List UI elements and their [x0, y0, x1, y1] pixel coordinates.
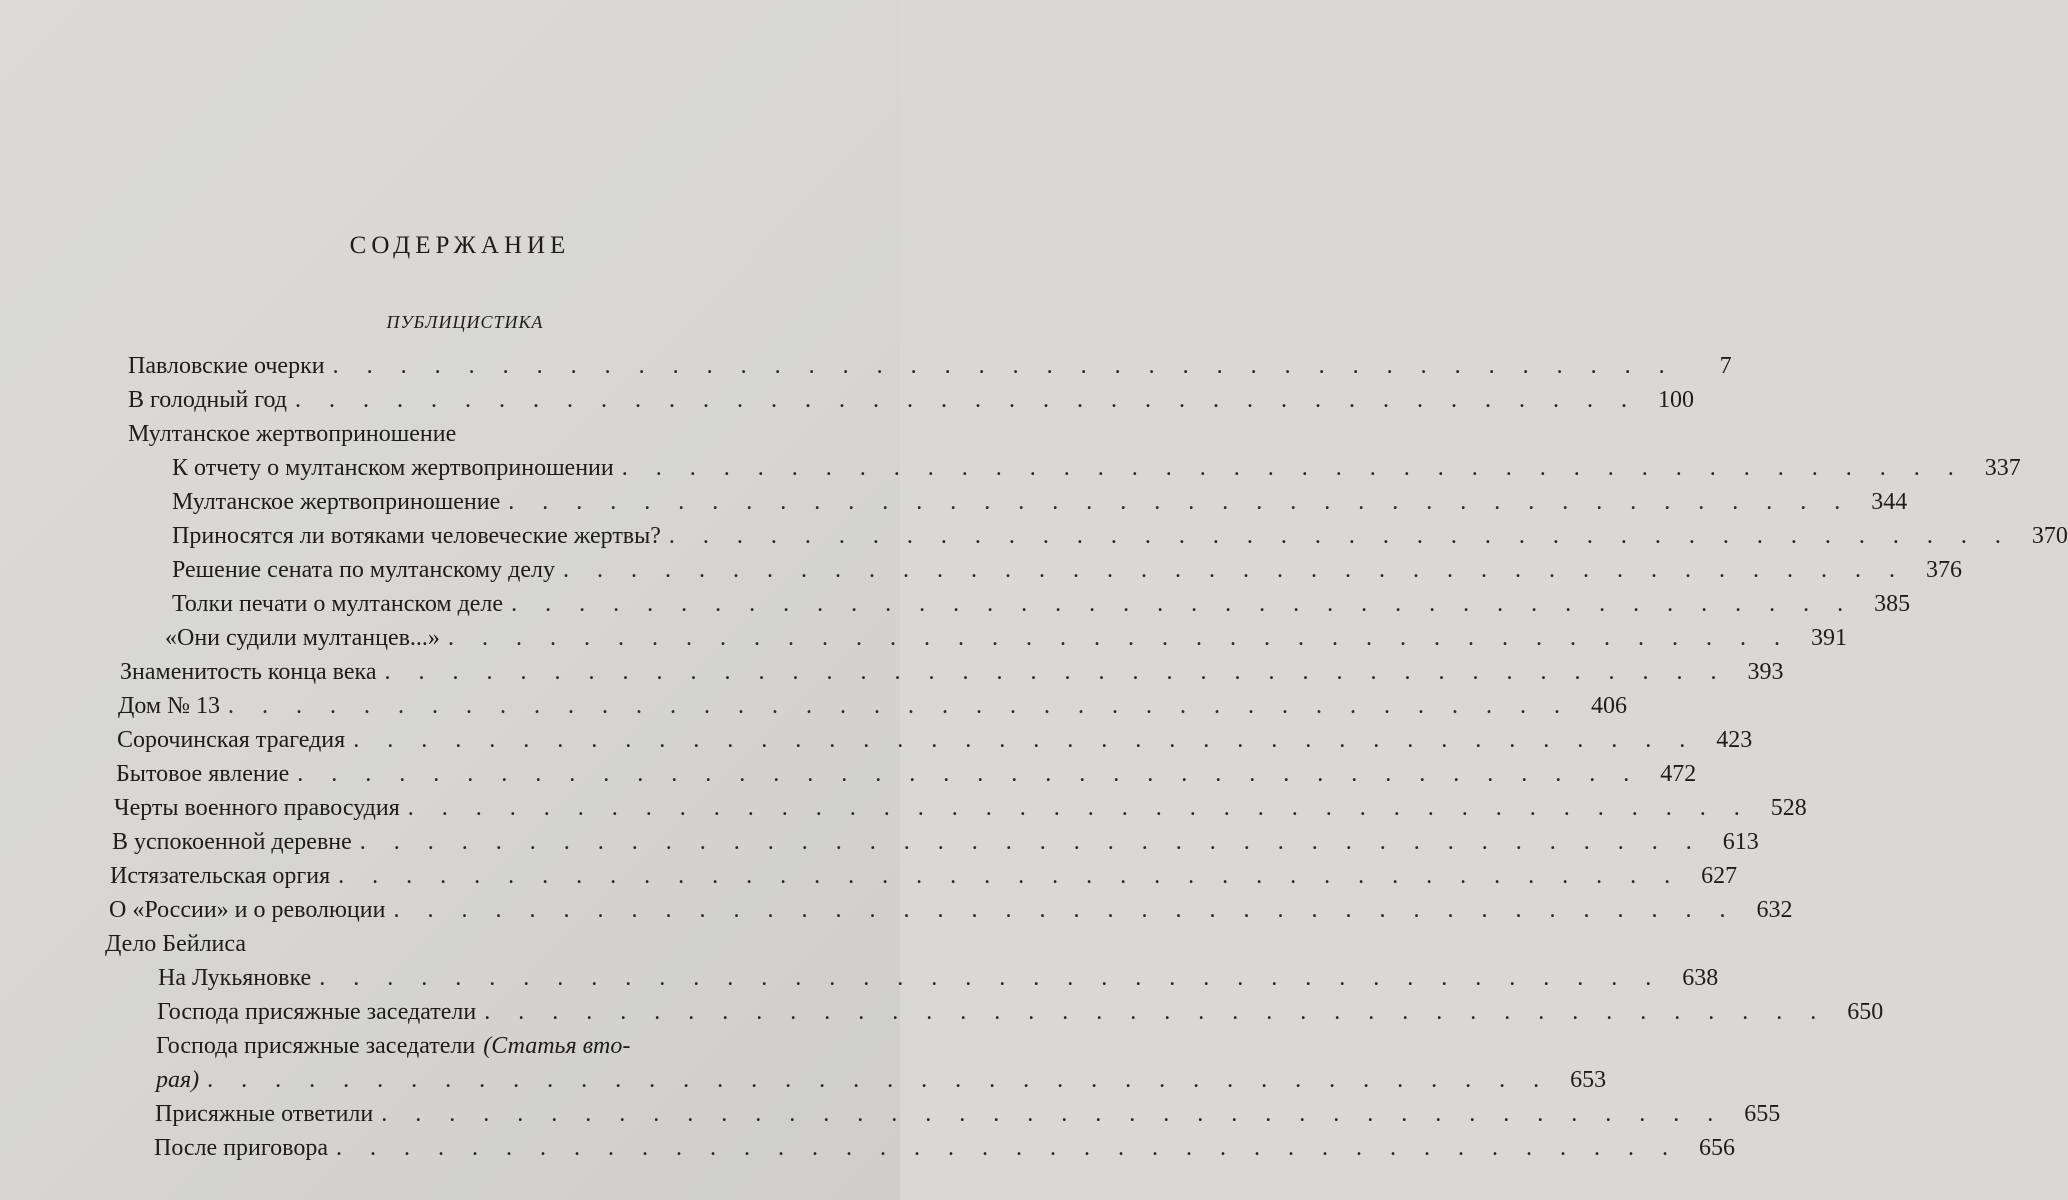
toc-entry [172, 588, 1911, 620]
entry-title: Господа присяжные заседатели [157, 999, 477, 1025]
entry-title: В голодный год [128, 387, 288, 413]
entry-page: 7 [1719, 353, 1732, 379]
toc-entry [128, 384, 1695, 416]
toc-entry [165, 622, 1847, 654]
toc-entry [158, 962, 1719, 994]
entry-title: Сорочинская трагедия [117, 727, 346, 753]
entry-title: О «России» и о революции [109, 897, 386, 923]
toc-entry [118, 690, 1627, 722]
entry-title: Павловские очерки [128, 353, 325, 379]
entry-title: На Лукьяновке [158, 965, 312, 991]
toc-entry [112, 826, 1759, 858]
entry-page: 385 [1874, 591, 1911, 617]
entry-page: 528 [1770, 795, 1807, 821]
toc-entry [116, 758, 1697, 790]
entry-page: 406 [1591, 693, 1627, 719]
entry-title: Истязательская оргия [110, 863, 331, 889]
dot-leader: . . . . . . . . . . . . . . . . . . . . . . . . . . . . . . . . . . . . . . . . [668, 523, 2012, 549]
dot-leader: . . . . . . . . . . . . . . . . . . . . . . . . . . . . . . . . . . . . . . . . [297, 761, 1641, 787]
entry-page: 370 [2031, 523, 2068, 549]
entry-title-italic: (Статья вто- [483, 1033, 631, 1059]
entry-page: 344 [1871, 489, 1908, 515]
section-title: ПУБЛИЦИСТИКА [386, 312, 544, 332]
entry-page: 632 [1756, 897, 1793, 923]
toc-entry [172, 554, 1962, 586]
entry-title: Присяжные ответили [155, 1101, 374, 1127]
entry-title: Мултанское жертвоприношение [172, 489, 501, 515]
entry-title: К отчету о мултанском жертвоприношении [172, 455, 614, 481]
entry-title: Мултанское жертвоприношение [128, 421, 457, 447]
dot-leader: . . . . . . . . . . . . . . . . . . . . . . . . . . . . . . . . . . . . . . . . [484, 999, 1828, 1025]
entry-page: 337 [1984, 455, 2021, 481]
toc-entry [128, 418, 795, 450]
dot-leader: . . . . . . . . . . . . . . . . . . . . . . . . . . . . . . . . . . . . . . . . [508, 489, 1852, 515]
entry-title: Дом № 13 [118, 693, 220, 719]
entry-title: Знаменитость конца века [120, 659, 377, 685]
entry-page: 656 [1698, 1135, 1735, 1161]
toc-entry [156, 1030, 795, 1062]
entry-title: Толки печати о мултанском деле [172, 591, 504, 617]
toc-entry [120, 656, 1784, 688]
dot-leader: . . . . . . . . . . . . . . . . . . . . . . . . . . . . . . . . . . . . . . . . [207, 1067, 1551, 1093]
dot-leader: . . . . . . . . . . . . . . . . . . . . . . . . . . . . . . . . . . . . . . . . [621, 455, 1965, 481]
entry-page: 650 [1847, 999, 1884, 1025]
dot-leader: . . . . . . . . . . . . . . . . . . . . . . . . . . . . . . . . . . . . . . . . [359, 829, 1703, 855]
page-heading: СОДЕРЖАНИЕ [349, 232, 571, 259]
dot-leader: . . . . . . . . . . . . . . . . . . . . . . . . . . . . . . . . . . . . . . . . [511, 591, 1855, 617]
entry-title: После приговора [154, 1135, 328, 1161]
entry-page: 613 [1722, 829, 1759, 855]
entry-page: 472 [1660, 761, 1697, 787]
toc-entry [157, 996, 1884, 1028]
entry-page: 627 [1701, 863, 1738, 889]
toc-entry [105, 928, 795, 960]
toc-entry [155, 1098, 1781, 1130]
entry-page: 393 [1747, 659, 1784, 685]
dot-leader: . . . . . . . . . . . . . . . . . . . . . . . . . . . . . . . . . . . . . . . . [295, 387, 1639, 413]
entry-title-italic: рая) [156, 1067, 200, 1093]
toc-entry [109, 894, 1793, 926]
dot-leader: . . . . . . . . . . . . . . . . . . . . . . . . . . . . . . . . . . . . . . . . [338, 863, 1682, 889]
toc-entry [110, 860, 1738, 892]
entry-title: Приносятся ли вотяками человеческие жертвы? [172, 523, 661, 549]
entry-page: 638 [1682, 965, 1719, 991]
entry-title: Дело Бейлиса [105, 931, 246, 957]
dot-leader: . . . . . . . . . . . . . . . . . . . . . . . . . . . . . . . . . . . . . . . . [562, 557, 1906, 583]
entry-title: В успокоенной деревне [112, 829, 352, 855]
dot-leader: . . . . . . . . . . . . . . . . . . . . . . . . . . . . . . . . . . . . . . . . [407, 795, 1751, 821]
dot-leader: . . . . . . . . . . . . . . . . . . . . . . . . . . . . . . . . . . . . . . . . [447, 625, 1791, 651]
entry-title: Черты военного правосудия [114, 795, 400, 821]
toc-entry [172, 520, 2068, 552]
toc-entry [156, 1064, 1607, 1096]
dot-leader: . . . . . . . . . . . . . . . . . . . . . . . . . . . . . . . . . . . . . . . . [319, 965, 1663, 991]
entry-page: 423 [1716, 727, 1753, 753]
entry-title: Бытовое явление [116, 761, 290, 787]
dot-leader: . . . . . . . . . . . . . . . . . . . . . . . . . . . . . . . . . . . . . . . . [332, 353, 1676, 379]
dot-leader: . . . . . . . . . . . . . . . . . . . . . . . . . . . . . . . . . . . . . . . . [228, 693, 1571, 719]
toc-entry [154, 1132, 1735, 1164]
entry-page: 391 [1810, 625, 1847, 651]
toc-entry [172, 486, 1908, 518]
entry-page: 653 [1570, 1067, 1607, 1093]
entry-page: 100 [1658, 387, 1695, 413]
dot-leader: . . . . . . . . . . . . . . . . . . . . . . . . . . . . . . . . . . . . . . . . [335, 1135, 1679, 1161]
dot-leader: . . . . . . . . . . . . . . . . . . . . . . . . . . . . . . . . . . . . . . . . [353, 727, 1697, 753]
toc-entry [128, 350, 1732, 382]
entry-title: Господа присяжные заседатели [156, 1033, 476, 1059]
entry-title: Решение сената по мултанскому делу [172, 557, 555, 583]
entry-page: 376 [1925, 557, 1962, 583]
dot-leader: . . . . . . . . . . . . . . . . . . . . . . . . . . . . . . . . . . . . . . . . [393, 897, 1737, 923]
dot-leader: . . . . . . . . . . . . . . . . . . . . . . . . . . . . . . . . . . . . . . . . [381, 1101, 1725, 1127]
entry-page: 655 [1744, 1101, 1781, 1127]
toc-entry [172, 452, 2021, 484]
entry-title: «Они судили мултанцев...» [165, 625, 440, 651]
toc-entry [114, 792, 1807, 824]
dot-leader: . . . . . . . . . . . . . . . . . . . . . . . . . . . . . . . . . . . . . . . . [384, 659, 1728, 685]
toc-entry [117, 724, 1753, 756]
